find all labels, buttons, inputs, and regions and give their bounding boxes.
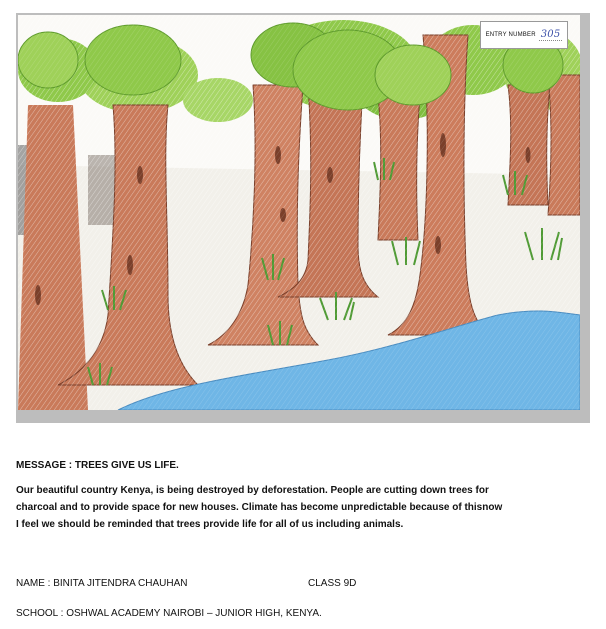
message-paragraph [16, 482, 564, 533]
message-line: I feel we should be reminded that trees provide life for all of us including animals. [16, 519, 404, 530]
student-school: SCHOOL : OSHWAL ACADEMY NAIROBI – JUNIOR HIGH, KENYA. [16, 608, 322, 619]
message-line: Our beautiful country Kenya, is being destroyed by deforestation. People are cutting down trees for [16, 485, 489, 496]
forest-drawing [18, 15, 580, 410]
entry-number-value: 305 [540, 29, 561, 40]
student-name: NAME : BINITA JITENDRA CHAUHAN [16, 578, 188, 589]
entry-number-label: ENTRY NUMBER [485, 32, 536, 38]
drawing-frame [16, 13, 590, 423]
forest-illustration [18, 15, 580, 410]
student-info-row [16, 575, 576, 592]
message-title: MESSAGE : TREES GIVE US LIFE. [16, 460, 179, 471]
entry-number-box [480, 21, 568, 49]
message-line: charcoal and to provide space for new houses. Climate has become unpredictable because of thisnow [16, 502, 503, 513]
student-class: CLASS 9D [308, 578, 357, 589]
